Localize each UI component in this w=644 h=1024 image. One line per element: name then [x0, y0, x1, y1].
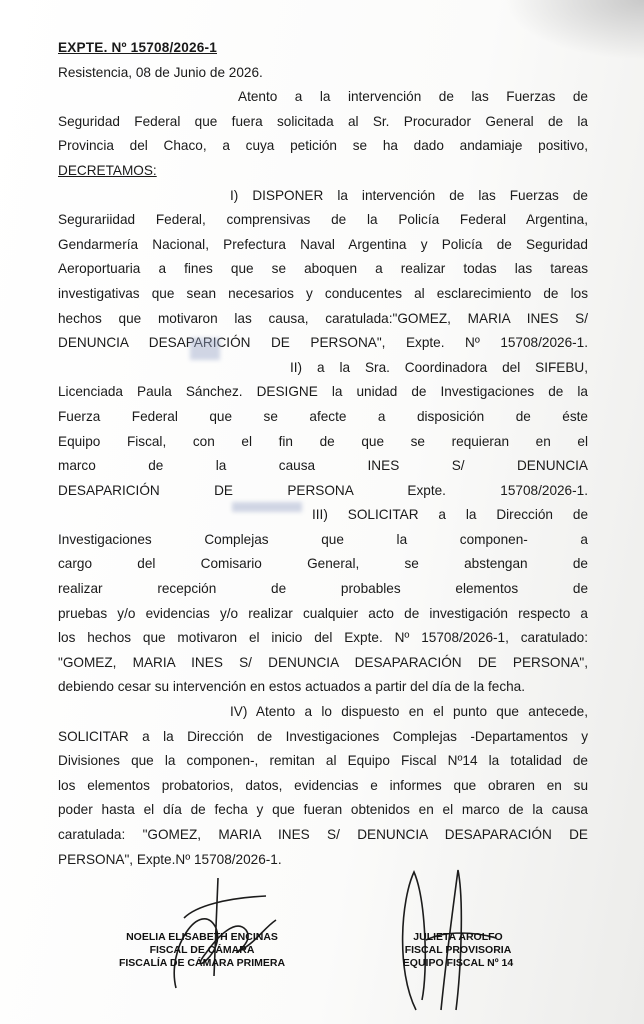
paragraph-line: los elementos probatorios, datos, evidencias e informes que obraren en su — [58, 777, 588, 793]
paragraph-line: Fuerza Federal que se afecte a disposición de éste — [58, 408, 588, 424]
paragraph-text: SOLICITAR a la Dirección de — [347, 507, 588, 523]
paragraph-line: pruebas y/o evidencias y/o realizar cualquier acto de investigación respecto a — [58, 605, 588, 621]
paragraph-line: debiendo cesar su intervención en estos actuados a partir del día de la fecha. — [58, 679, 526, 695]
date-line: Resistencia, 08 de Junio de 2026. — [58, 64, 263, 80]
paragraph-line: Equipo Fiscal, con el fin de que se requieran en el — [58, 433, 588, 449]
paragraph-line — [58, 503, 588, 528]
paragraph-line: Atento a la intervención de las Fuerzas de — [238, 89, 588, 105]
paragraph-line: marco de la causa INES S/ DENUNCIA — [58, 458, 588, 474]
signer-office: FISCALÍA DE CÁMARA PRIMERA — [118, 957, 286, 969]
paragraph-line: Divisiones que la componen-, remitan al Equipo Fiscal Nº14 la totalidad de — [58, 753, 588, 769]
paragraph-line: I) DISPONER la intervención de las Fuerzas de — [230, 187, 588, 203]
expediente-title: EXPTE. Nº 15708/2026-1 — [58, 40, 217, 55]
paragraph-line: realizar recepción de probables elementos de — [58, 581, 588, 597]
signer-role: FISCAL PROVISORIA — [404, 944, 512, 956]
paragraph-line: Licenciada Paula Sánchez. DESIGNE la unidad de Investigaciones de la — [58, 384, 588, 400]
paragraph-line: DENUNCIA DESAPARICIÓN DE PERSONA", Expte. Nº 15708/2026-1. — [58, 335, 588, 351]
paragraph-line: cargo del Comisario General, se abstengan de — [58, 556, 588, 572]
signature-stamp-left — [108, 931, 296, 970]
paragraph-line: "GOMEZ, MARIA INES S/ DENUNCIA DESAPARACIÓN DE PERSONA", — [58, 654, 588, 670]
paragraph-line — [58, 356, 588, 381]
document-body — [58, 36, 588, 872]
section-number: II) — [290, 359, 303, 375]
paragraph-line: Investigaciones Complejas que la componen- a — [58, 531, 588, 547]
signer-role: FISCAL DE CÁMARA — [149, 944, 255, 956]
paragraph-line: Segurariidad Federal, comprensivas de la Policía Federal Argentina, — [58, 212, 588, 228]
paragraph-line: investigativas que sean necesarios y conducentes al esclarecimiento de los — [58, 285, 588, 301]
paragraph-line: SOLICITAR a la Dirección de Investigaciones Complejas -Departamentos y — [58, 728, 588, 744]
signer-name: NOELIA ELISABETH ENCINAS — [126, 931, 278, 943]
paragraph-line: Gendarmería Nacional, Prefectura Naval Argentina y Policía de Seguridad — [58, 236, 588, 252]
signer-office: EQUIPO FISCAL Nº 14 — [402, 957, 514, 969]
paragraph-text: a la Sra. Coordinadora del SIFEBU, — [317, 359, 588, 375]
signature-stamp-right — [388, 931, 528, 970]
paragraph-line: hechos que motivaron las causa, caratulada:"GOMEZ, MARIA INES S/ — [58, 310, 588, 326]
section-number: III) — [312, 507, 328, 523]
paragraph-line: PERSONA", Expte.Nº 15708/2026-1. — [58, 851, 282, 867]
paragraph-line: IV) Atento a lo dispuesto en el punto que antecede, — [230, 704, 588, 720]
redaction-smudge — [232, 502, 302, 512]
paragraph-line: Aeroportuaria a fines que se aboquen a realizar todas las tareas — [58, 261, 588, 277]
paragraph-line: Provincia del Chaco, a cuya petición se ha dado andamiaje positivo, — [58, 138, 588, 154]
paragraph-line: Seguridad Federal que fuera solicitada al Sr. Procurador General de la — [58, 113, 588, 129]
paragraph-line: caratulada: "GOMEZ, MARIA INES S/ DENUNCIA DESAPARACIÓN DE — [58, 827, 588, 842]
paragraph-line: poder hasta el día de fecha y que fueran obtenidos en el marco de la causa — [58, 802, 588, 818]
redaction-smudge — [190, 338, 220, 360]
signer-name: JULIETA AROLFO — [413, 931, 503, 943]
paragraph-line: los hechos que motivaron el inicio del Expte. Nº 15708/2026-1, caratulado: — [58, 630, 588, 646]
decretamos-heading: DECRETAMOS: — [58, 162, 157, 178]
paragraph-line: DESAPARICIÓN DE PERSONA Expte. 15708/2026-1. — [58, 482, 588, 498]
